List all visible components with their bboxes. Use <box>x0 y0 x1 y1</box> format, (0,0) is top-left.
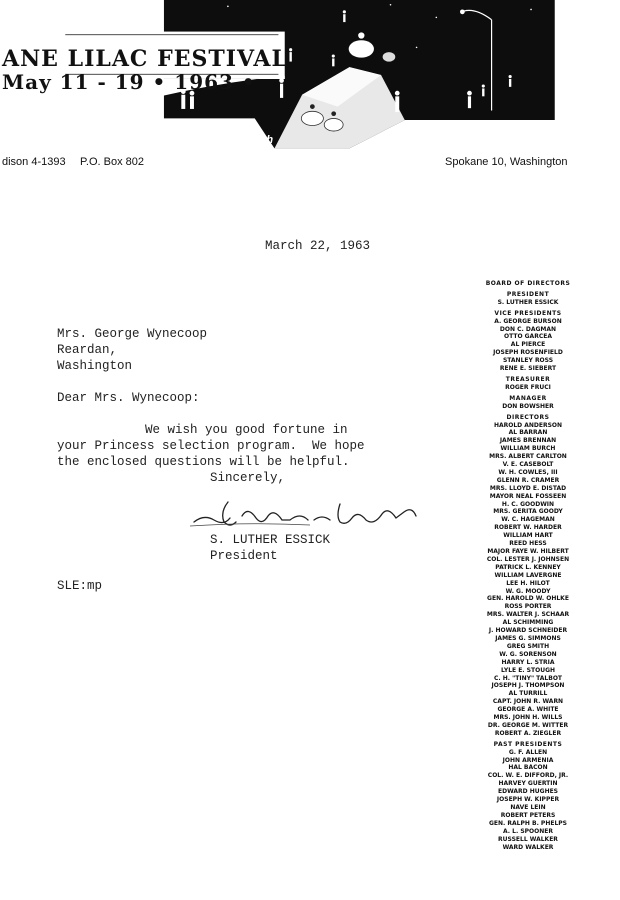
board-group-heading: PAST PRESIDENTS <box>493 740 563 748</box>
board-member-name: RUSSELL WALKER <box>498 835 558 843</box>
board-member-name: WARD WALKER <box>502 843 554 851</box>
board-member-name: DR. GEORGE M. WITTER <box>487 721 569 729</box>
board-member-name: JAMES G. SIMMONS <box>495 634 561 642</box>
board-member-name: JAMES BRENNAN <box>499 437 557 445</box>
board-member-name: GLENN R. CRAMER <box>496 476 560 484</box>
board-member-name: STANLEY ROSS <box>502 357 554 365</box>
body-line: We wish you good fortune in <box>145 423 348 437</box>
recipient-city: Reardan, <box>57 343 118 357</box>
board-member-name: CAPT. JOHN R. WARN <box>492 698 564 706</box>
board-member-name: MRS. LLOYD E. DISTAD <box>489 484 567 492</box>
board-member-name: WILLIAM LAVERGNE <box>494 571 562 579</box>
festival-dates: May 11 - 19 • 1963 • <box>2 70 256 94</box>
board-member-name: EDWARD HUGHES <box>497 788 559 796</box>
board-member-name: COL. W. E. DIFFORD, JR. <box>487 772 569 780</box>
letter-date: March 22, 1963 <box>265 239 371 253</box>
board-member-name: WILLIAM HART <box>503 532 553 540</box>
board-group-heading: MANAGER <box>509 394 547 402</box>
phone-number: dison 4-1393 <box>2 156 66 168</box>
board-member-name: HAROLD ANDERSON <box>493 421 563 429</box>
board-member-name: W. G. MOODY <box>505 587 551 595</box>
board-member-name: S. LUTHER ESSICK <box>497 298 559 306</box>
board-group-heading: TREASURER <box>505 375 551 383</box>
board-member-name: PATRICK L. KENNEY <box>495 563 561 571</box>
board-member-name: MRS. GERITA GOODY <box>493 508 563 516</box>
letterhead <box>0 0 620 190</box>
signer-name: S. LUTHER ESSICK <box>210 533 331 547</box>
board-member-name: JOSEPH ROSENFIELD <box>493 349 563 357</box>
board-group <box>458 414 598 738</box>
board-member-name: J. HOWARD SCHNEIDER <box>488 627 568 635</box>
closing: Sincerely, <box>210 471 286 485</box>
board-member-name: G. F. ALLEN <box>508 748 548 756</box>
board-member-name: H. C. GOODWIN <box>501 500 555 508</box>
board-group-heading: VICE PRESIDENTS <box>494 309 562 317</box>
board-member-name: LEE H. HILOT <box>506 579 550 587</box>
board-member-name: COL. LESTER J. JOHNSEN <box>486 555 570 563</box>
board-member-name: W. H. COWLES, III <box>498 468 558 476</box>
board-group-heading: BOARD OF DIRECTORS <box>485 280 571 287</box>
board-member-name: ROBERT A. ZIEGLER <box>494 729 562 737</box>
board-member-name: JOSEPH J. THOMPSON <box>491 682 565 690</box>
body-line: your Princess selection program. We hope <box>57 439 365 453</box>
board-member-name: ROSS PORTER <box>504 603 552 611</box>
board-group <box>458 395 598 411</box>
board-member-name: JOSEPH W. KIPPER <box>496 796 560 804</box>
board-member-name: HAL BACON <box>508 764 548 772</box>
board-member-name: GEN. RALPH B. PHELPS <box>488 819 567 827</box>
board-member-name: ROBERT PETERS <box>500 811 556 819</box>
festival-slogan: Showcase for Youth <box>168 134 274 146</box>
board-member-name: DON C. DAGMAN <box>499 325 557 333</box>
salutation: Dear Mrs. Wynecoop: <box>57 391 200 405</box>
board-member-name: MAJOR FAYE W. HILBERT <box>487 548 569 555</box>
board-member-name: MRS. ALBERT CARLTON <box>489 453 567 461</box>
board-member-name: GREG SMITH <box>506 642 550 650</box>
board-member-name: A. L. SPOONER <box>503 827 553 835</box>
board-group-heading: DIRECTORS <box>506 413 550 421</box>
board-member-name: AL SCHIMMING <box>502 619 554 627</box>
board-member-name: GEN. HAROLD W. OHLKE <box>487 595 569 603</box>
board-member-name: AL BARRAN <box>508 429 548 437</box>
board-member-name: WILLIAM BURCH <box>500 445 556 453</box>
board-group <box>458 291 598 307</box>
body-line: the enclosed questions will be helpful. <box>57 455 350 469</box>
board-group <box>458 741 598 852</box>
board-member-name: A. GEORGE BURSON <box>494 317 562 325</box>
board-group <box>458 280 598 288</box>
board-member-name: LYLE E. STOUGH <box>500 666 556 674</box>
board-member-name: HARRY L. STRIA <box>501 658 555 666</box>
board-member-name: DON BOWSHER <box>502 402 554 410</box>
recipient-state: Washington <box>57 359 133 373</box>
board-group-heading: PRESIDENT <box>506 290 550 298</box>
board-member-name: MRS. WALTER J. SCHAAR <box>486 611 570 619</box>
board-member-name: AL TURRILL <box>508 690 548 698</box>
board-member-name: AL PIERCE <box>510 341 546 349</box>
board-member-name: OTTO GARCEA <box>504 333 552 341</box>
signer-title: President <box>210 549 278 563</box>
typist-initials: SLE:mp <box>57 579 103 593</box>
board-of-directors-list <box>458 280 598 851</box>
board-member-name: MAYOR NEAL FOSSEEN <box>489 492 567 500</box>
po-box: P.O. Box 802 <box>80 156 145 168</box>
board-member-name: RENE E. SIEBERT <box>499 365 557 373</box>
board-member-name: REED HESS <box>509 540 547 548</box>
recipient-name: Mrs. George Wynecoop <box>57 327 208 341</box>
board-member-name: W. G. SORENSON <box>499 650 557 658</box>
board-member-name: HARVEY GUERTIN <box>498 780 558 788</box>
board-group <box>458 376 598 392</box>
board-member-name: C. H. "TINY" TALBOT <box>493 674 563 682</box>
board-member-name: GEORGE A. WHITE <box>497 706 559 714</box>
board-member-name: JOHN ARMENIA <box>502 756 554 764</box>
handwritten-signature <box>190 492 430 536</box>
board-member-name: ROBERT W. HARDER <box>494 524 562 532</box>
board-group <box>458 310 598 373</box>
board-member-name: W. C. HAGEMAN <box>501 516 555 524</box>
board-member-name: NAVE LEIN <box>510 804 546 811</box>
city-address: Spokane 10, Washington <box>445 156 568 168</box>
board-member-name: MRS. JOHN H. WILLS <box>493 714 563 722</box>
festival-title: ANE LILAC FESTIVAL <box>2 46 288 72</box>
board-member-name: ROGER FRUCI <box>505 383 551 391</box>
board-member-name: V. E. CASEBOLT <box>502 461 554 469</box>
